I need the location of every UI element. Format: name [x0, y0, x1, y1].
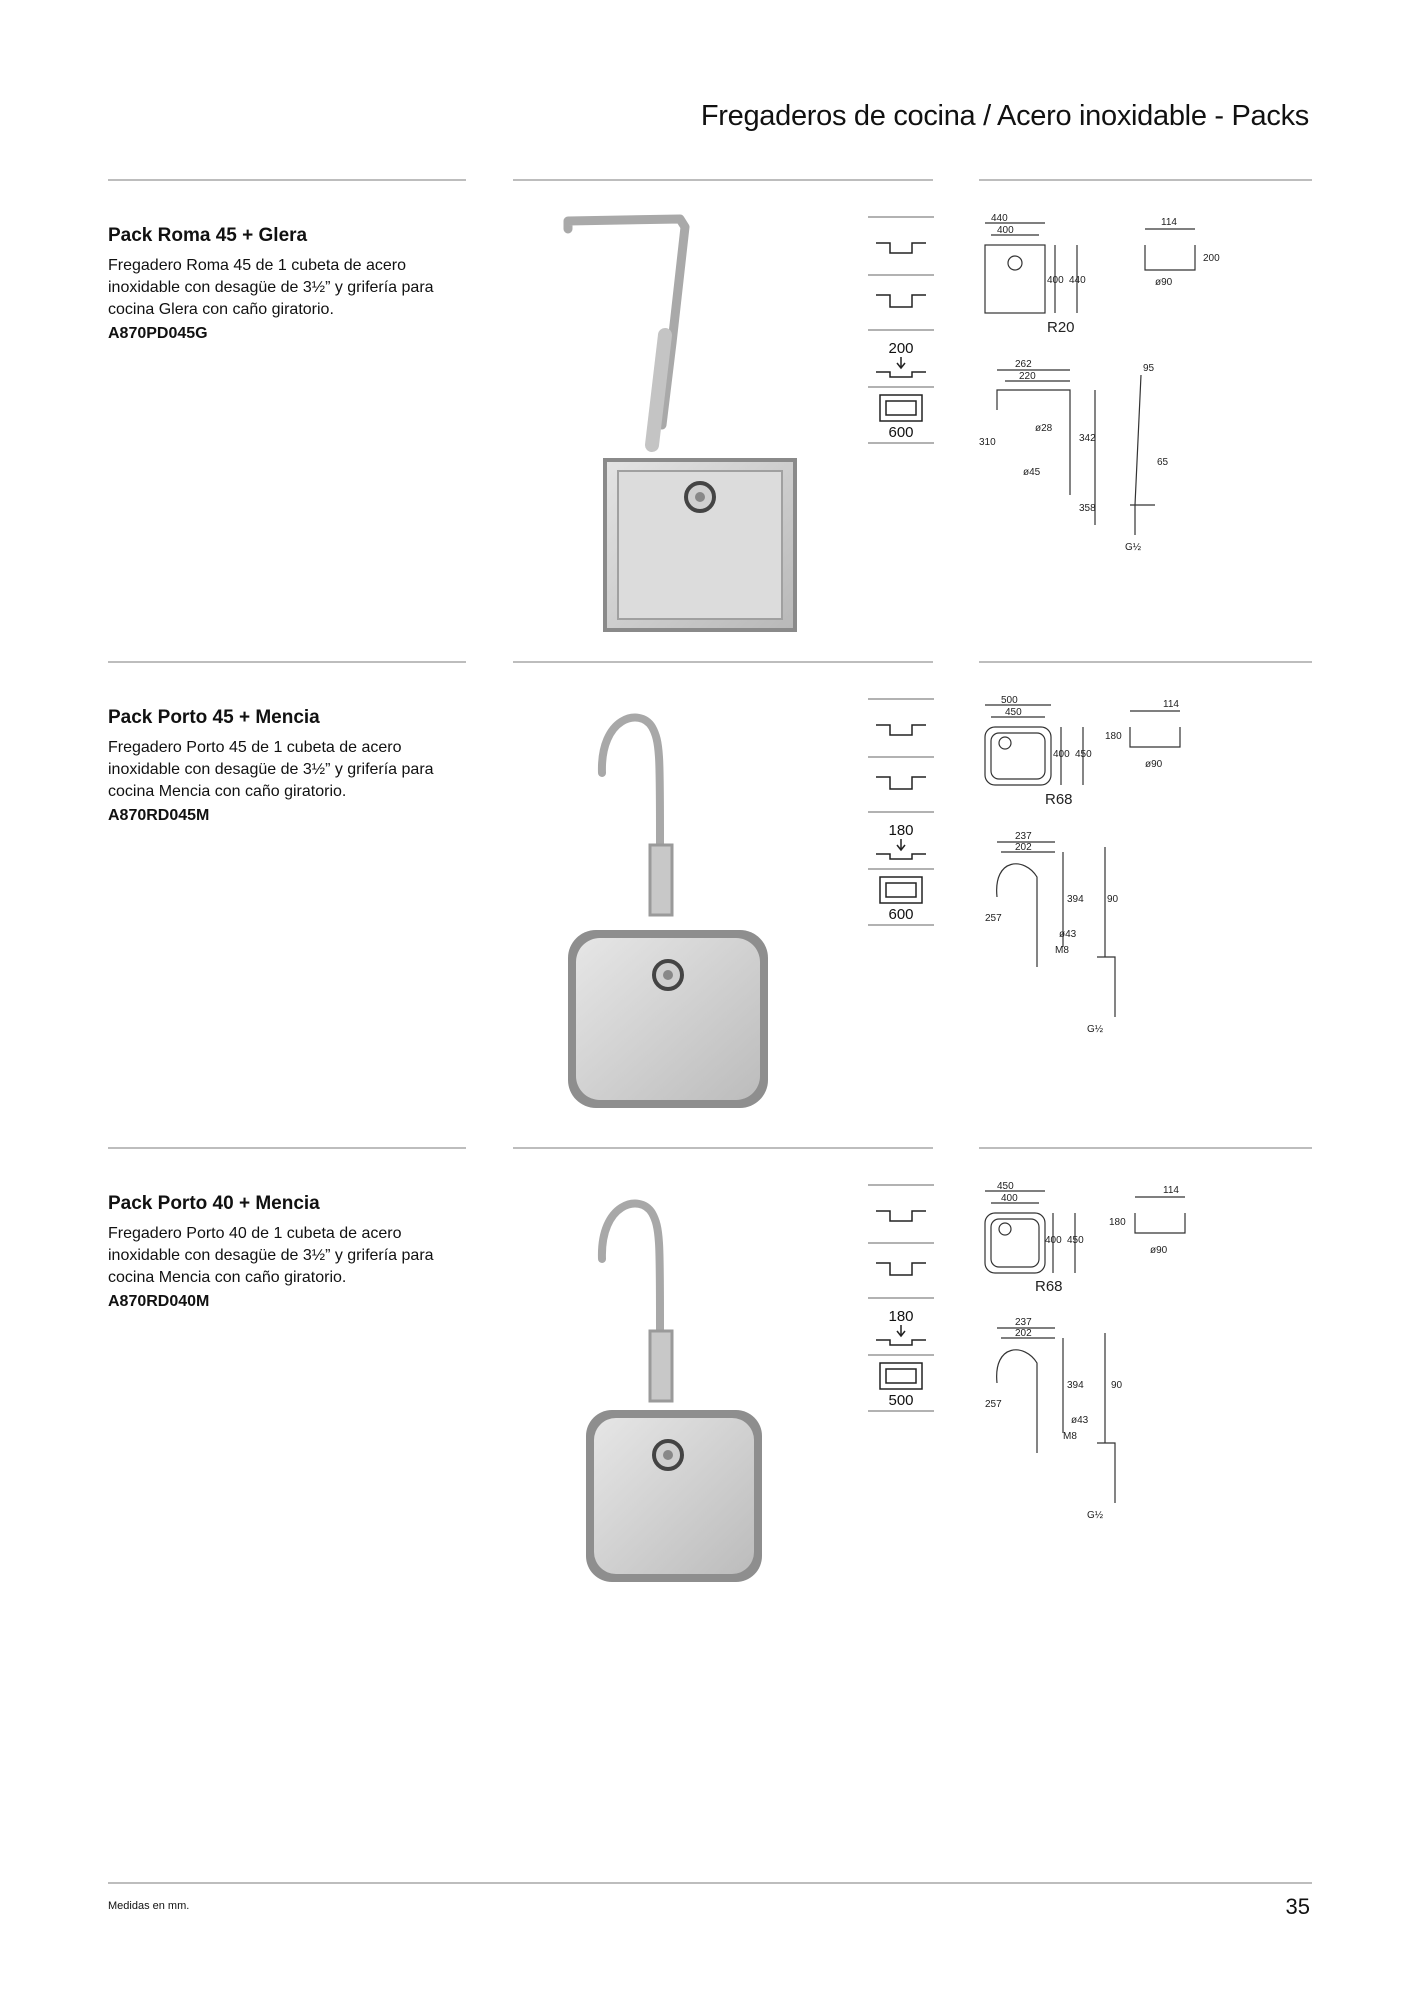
dim-label: 180: [1105, 731, 1122, 742]
depth-label: 180: [888, 1308, 914, 1325]
dim-label: M8: [1063, 1431, 1077, 1442]
depth-arrow-icon: [897, 839, 905, 850]
depth-arrow-icon: [897, 1325, 905, 1336]
dim-label: 400: [1047, 275, 1064, 286]
dim-label: 114: [1163, 1185, 1179, 1196]
technical-drawing: [975, 1173, 1250, 1573]
dim-label: 400: [1053, 749, 1070, 760]
dim-label: 358: [1079, 503, 1096, 514]
dim-label: 394: [1067, 894, 1084, 905]
dim-label: 202: [1015, 1328, 1032, 1339]
tap-image: [568, 219, 685, 445]
product-code: A870RD045M: [108, 807, 210, 824]
dim-label: 400: [1045, 1235, 1062, 1246]
dim-label: 450: [997, 1181, 1014, 1192]
tap-image: [602, 1204, 672, 1401]
dim-label: G½: [1087, 1510, 1104, 1521]
cabinet-label: 600: [888, 424, 914, 441]
dim-label: ø90: [1145, 759, 1163, 770]
dim-label: 440: [1069, 275, 1086, 286]
dim-label: ø43: [1059, 929, 1077, 940]
dim-label: 220: [1019, 371, 1036, 382]
dim-label: 394: [1067, 1380, 1084, 1391]
tap-line-drawing: [997, 1350, 1037, 1453]
dim-label: G½: [1125, 542, 1142, 553]
dim-label: 400: [997, 225, 1014, 236]
dim-label: 400: [1001, 1193, 1018, 1204]
divider: [513, 179, 933, 181]
dim-label: 440: [991, 213, 1008, 224]
undermount-icon: [876, 777, 926, 789]
technical-drawing: [975, 687, 1250, 1087]
divider: [979, 179, 1312, 181]
dim-label: 114: [1163, 699, 1179, 710]
undermount-icon: [876, 1263, 926, 1275]
top-mount-icon: [876, 243, 926, 253]
dim-label: 202: [1015, 842, 1032, 853]
radius-label: R68: [1035, 1278, 1063, 1295]
dim-label: 450: [1075, 749, 1092, 760]
product-photo: [510, 1163, 850, 1613]
divider: [108, 661, 466, 663]
pack-section-1: [0, 175, 1414, 655]
pack-title: Pack Roma 45 + Glera: [108, 225, 308, 246]
depth-arrow-icon: [897, 357, 905, 368]
dim-label: 65: [1157, 457, 1169, 468]
dim-label: 262: [1015, 359, 1032, 370]
dim-label: M8: [1055, 945, 1069, 956]
product-photo: [510, 677, 850, 1127]
page-title: Fregaderos de cocina / Acero inoxidable - Packs: [700, 100, 1309, 132]
pack-section-3: [0, 1143, 1414, 1623]
cabinet-label: 500: [888, 1392, 914, 1409]
pack-title: Pack Porto 40 + Mencia: [108, 1193, 320, 1214]
dim-label: 310: [979, 437, 996, 448]
top-mount-icon: [876, 1211, 926, 1221]
dim-label: 200: [1203, 253, 1220, 264]
undermount-icon: [876, 295, 926, 307]
radius-label: R68: [1045, 791, 1073, 808]
dim-label: 90: [1111, 1380, 1123, 1391]
product-photo: [510, 195, 850, 645]
divider: [513, 1147, 933, 1149]
dim-label: ø45: [1023, 467, 1041, 478]
dim-label: ø90: [1155, 277, 1173, 288]
radius-label: R20: [1047, 319, 1075, 336]
depth-label: 180: [888, 822, 914, 839]
tap-image: [602, 718, 672, 915]
divider: [979, 661, 1312, 663]
top-mount-icon: [876, 725, 926, 735]
dim-label: 114: [1161, 217, 1177, 228]
installation-icons: [868, 697, 934, 972]
product-code: A870RD040M: [108, 1293, 210, 1310]
pack-description: Fregadero Porto 40 de 1 cubeta de acero inoxidable con desagüe de 3½” y grifería para cocina Mencia con caño giratorio.: [108, 1225, 434, 1286]
dim-label: 95: [1143, 363, 1155, 374]
dim-label: 257: [985, 913, 1002, 924]
dim-label: 180: [1109, 1217, 1126, 1228]
tap-line-drawing: [997, 390, 1070, 495]
dim-label: ø43: [1071, 1415, 1089, 1426]
pack-section-2: [0, 657, 1414, 1137]
cabinet-label: 600: [888, 906, 914, 923]
dim-label: G½: [1087, 1024, 1104, 1035]
page-number: 35: [1285, 1894, 1310, 1919]
dim-label: 500: [1001, 695, 1018, 706]
tap-line-drawing: [997, 864, 1037, 967]
technical-drawing: [975, 205, 1250, 605]
dim-label: 450: [1005, 707, 1022, 718]
divider: [513, 661, 933, 663]
depth-label: 200: [888, 340, 914, 357]
dim-label: ø28: [1035, 423, 1053, 434]
pack-title: Pack Porto 45 + Mencia: [108, 707, 320, 728]
pack-description: Fregadero Porto 45 de 1 cubeta de acero inoxidable con desagüe de 3½” y grifería para cocina Mencia con caño giratorio.: [108, 739, 434, 800]
pack-description: Fregadero Roma 45 de 1 cubeta de acero inoxidable con desagüe de 3½” y grifería para cocina Glera con caño giratorio.: [108, 257, 434, 318]
divider: [979, 1147, 1312, 1149]
dim-label: 450: [1067, 1235, 1084, 1246]
dim-label: 237: [1015, 1317, 1032, 1328]
installation-icons: [868, 1183, 934, 1458]
footer-note: Medidas en mm.: [108, 1900, 190, 1912]
footer-divider: [108, 1882, 1312, 1884]
divider: [108, 179, 466, 181]
divider: [108, 1147, 466, 1149]
installation-icons: [868, 215, 934, 490]
dim-label: 257: [985, 1399, 1002, 1410]
dim-label: 90: [1107, 894, 1119, 905]
product-code: A870PD045G: [108, 325, 208, 342]
dim-label: 342: [1079, 433, 1096, 444]
dim-label: ø90: [1150, 1245, 1168, 1256]
dim-label: 237: [1015, 831, 1032, 842]
